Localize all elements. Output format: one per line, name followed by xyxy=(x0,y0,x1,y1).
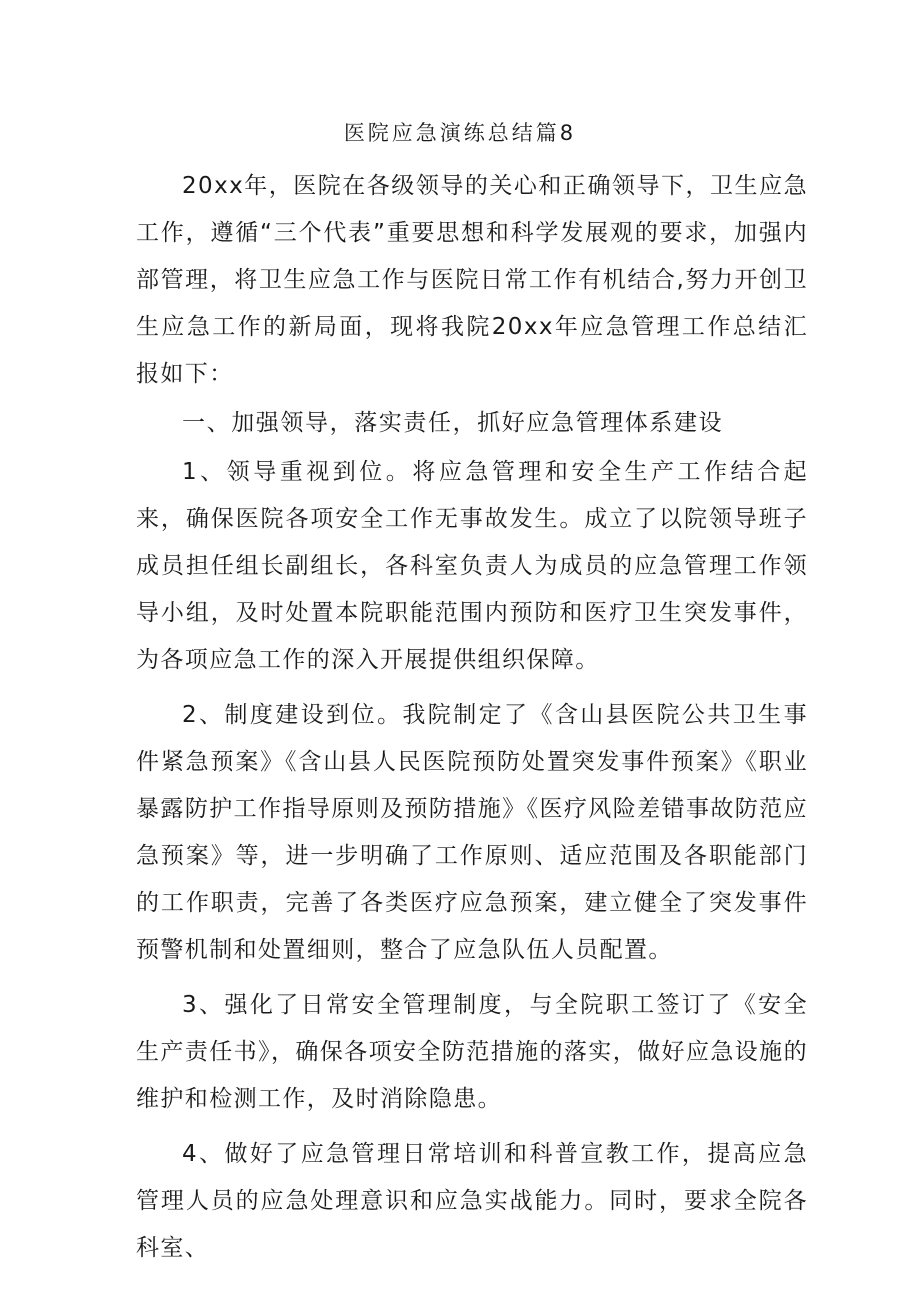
paragraph-item-2: 2、制度建设到位。我院制定了《含山县医院公共卫生事件紧急预案》《含山县人民医院预防处置突发事件预案》《职业暴露防护工作指导原则及预防措施》《医疗风险差错事故防范应急预案》等，进一步明确了工作原则、适应范围及各职能部门的工作职责，完善了各类医疗应急预案，建立健全了突发事件预警机制和处置细则，整合了应急队伍人员配置。 xyxy=(136,702,808,963)
section-heading-1: 一、加强领导，落实责任，抓好应急管理体系建设 xyxy=(182,410,724,436)
paragraph-intro: 20xx年，医院在各级领导的关心和正确领导下，卫生应急工作，遵循“三个代表”重要思想和科学发展观的要求，加强内部管理，将卫生应急工作与医院日常工作有机结合,努力开创卫生应急工作的新局面，现将我院20xx年应急管理工作总结汇报如下： xyxy=(136,173,808,387)
paragraph-item-1: 1、领导重视到位。将应急管理和安全生产工作结合起来，确保医院各项安全工作无事故发生。成立了以院领导班子成员担任组长副组长，各科室负责人为成员的应急管理工作领导小组，及时处置本院职能范围内预防和医疗卫生突发事件，为各项应急工作的深入开展提供组织保障。 xyxy=(136,459,808,673)
paragraph-item-3: 3、强化了日常安全管理制度，与全院职工签订了《安全生产责任书》，确保各项安全防范措施的落实，做好应急设施的维护和检测工作，及时消除隐患。 xyxy=(136,992,808,1112)
document-body xyxy=(136,163,808,1280)
document-title: 医院应急演练总结篇8 xyxy=(343,121,577,145)
paragraph-item-4: 4、做好了应急管理日常培训和科普宣教工作，提高应急管理人员的应急处理意识和应急实战能力。同时，要求全院各科室、 xyxy=(136,1141,808,1261)
